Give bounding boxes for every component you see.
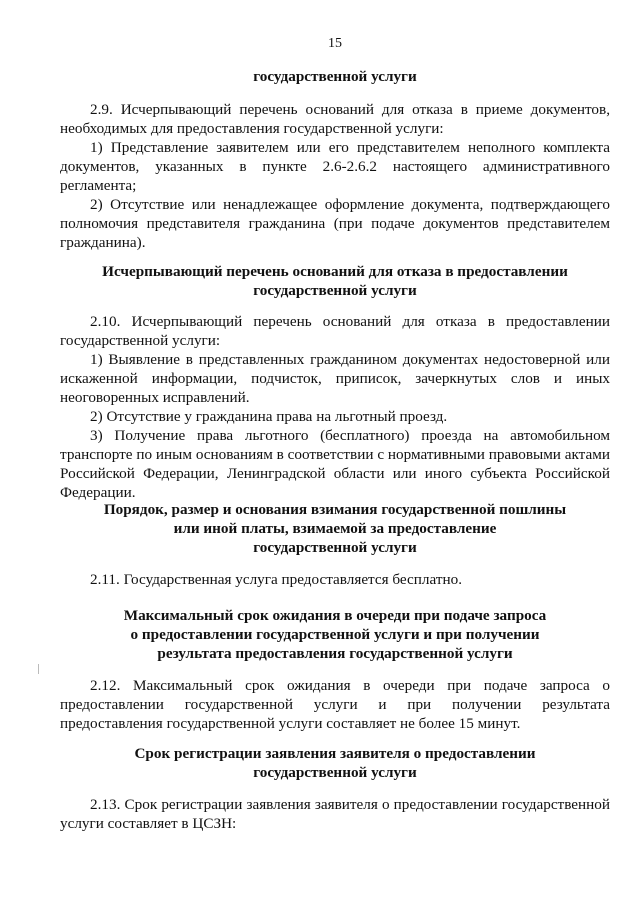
heading-registration-line-1: Срок регистрации заявления заявителя о предоставлении — [134, 745, 536, 762]
section-2-11 — [60, 570, 610, 589]
heading-fee-line-2: или иной платы, взимаемой за предоставление — [173, 520, 497, 537]
paragraph-2-13: 2.13. Срок регистрации заявления заявителя о предоставлении государственной услуги составляет в ЦСЗН: — [60, 796, 610, 832]
paragraph-2-10-item-3: 3) Получение права льготного (бесплатного) проезда на автомобильном транспорте по иным основаниям в соответствии с нормативными правовыми актами Российской Федерации, Ленинградской области или иного субъекта Российской Федерации. — [60, 427, 610, 501]
heading-registration-line-2: государственной услуги — [253, 764, 417, 781]
heading-registration-term — [60, 744, 610, 782]
heading-wait-line-1: Максимальный срок ожидания в очереди при подаче запроса — [123, 607, 547, 624]
paragraph-2-10: 2.10. Исчерпывающий перечень оснований для отказа в предоставлении государственной услуги: — [60, 313, 610, 349]
heading-refusal-grounds — [60, 262, 610, 300]
paragraph-2-11: 2.11. Государственная услуга предоставляется бесплатно. — [90, 571, 463, 588]
heading-refusal-line-1: Исчерпывающий перечень оснований для отказа в предоставлении — [102, 263, 568, 280]
heading-wait-line-3: результата предоставления государственной услуги — [157, 645, 513, 662]
margin-scan-mark — [38, 664, 39, 674]
paragraph-2-10-item-2: 2) Отсутствие у гражданина права на льготный проезд. — [90, 408, 448, 425]
page-number: 15 — [328, 36, 342, 51]
heading-wait-line-2: о предоставлении государственной услуги и при получении — [130, 626, 540, 643]
section-2-13 — [60, 795, 610, 833]
heading-fee-line-1: Порядок, размер и основания взимания государственной пошлины — [103, 501, 567, 518]
paragraph-2-12: 2.12. Максимальный срок ожидания в очереди при подаче запроса о предоставлении государственной услуги и при получении результата предоставления государственной услуги составляет не более 15 минут. — [60, 677, 610, 732]
heading-fee-line-3: государственной услуги — [253, 539, 417, 556]
paragraph-2-9-item-2: 2) Отсутствие или ненадлежащее оформление документа, подтверждающего полномочия представителя гражданина (при подаче документов представителем гражданина). — [60, 196, 610, 251]
paragraph-2-10-item-1: 1) Выявление в представленных гражданином документах недостоверной или искаженной информации, подчисток, приписок, зачеркнутых слов и иных неоговоренных исправлений. — [60, 351, 610, 406]
paragraph-2-9: 2.9. Исчерпывающий перечень оснований для отказа в приеме документов, необходимых для предоставления государственной услуги: — [60, 101, 610, 137]
document-page — [60, 0, 610, 905]
heading-fee — [60, 500, 610, 557]
section-2-9 — [60, 100, 610, 252]
heading-refusal-line-2: государственной услуги — [253, 282, 417, 299]
intro-heading — [60, 67, 610, 86]
section-2-10 — [60, 312, 610, 502]
section-2-12 — [60, 676, 610, 733]
heading-waiting-time — [60, 606, 610, 663]
paragraph-2-9-item-1: 1) Представление заявителем или его представителем неполного комплекта документов, указанных в пункте 2.6-2.6.2 настоящего административного регламента; — [60, 139, 610, 194]
intro-heading-text: государственной услуги — [253, 68, 417, 85]
